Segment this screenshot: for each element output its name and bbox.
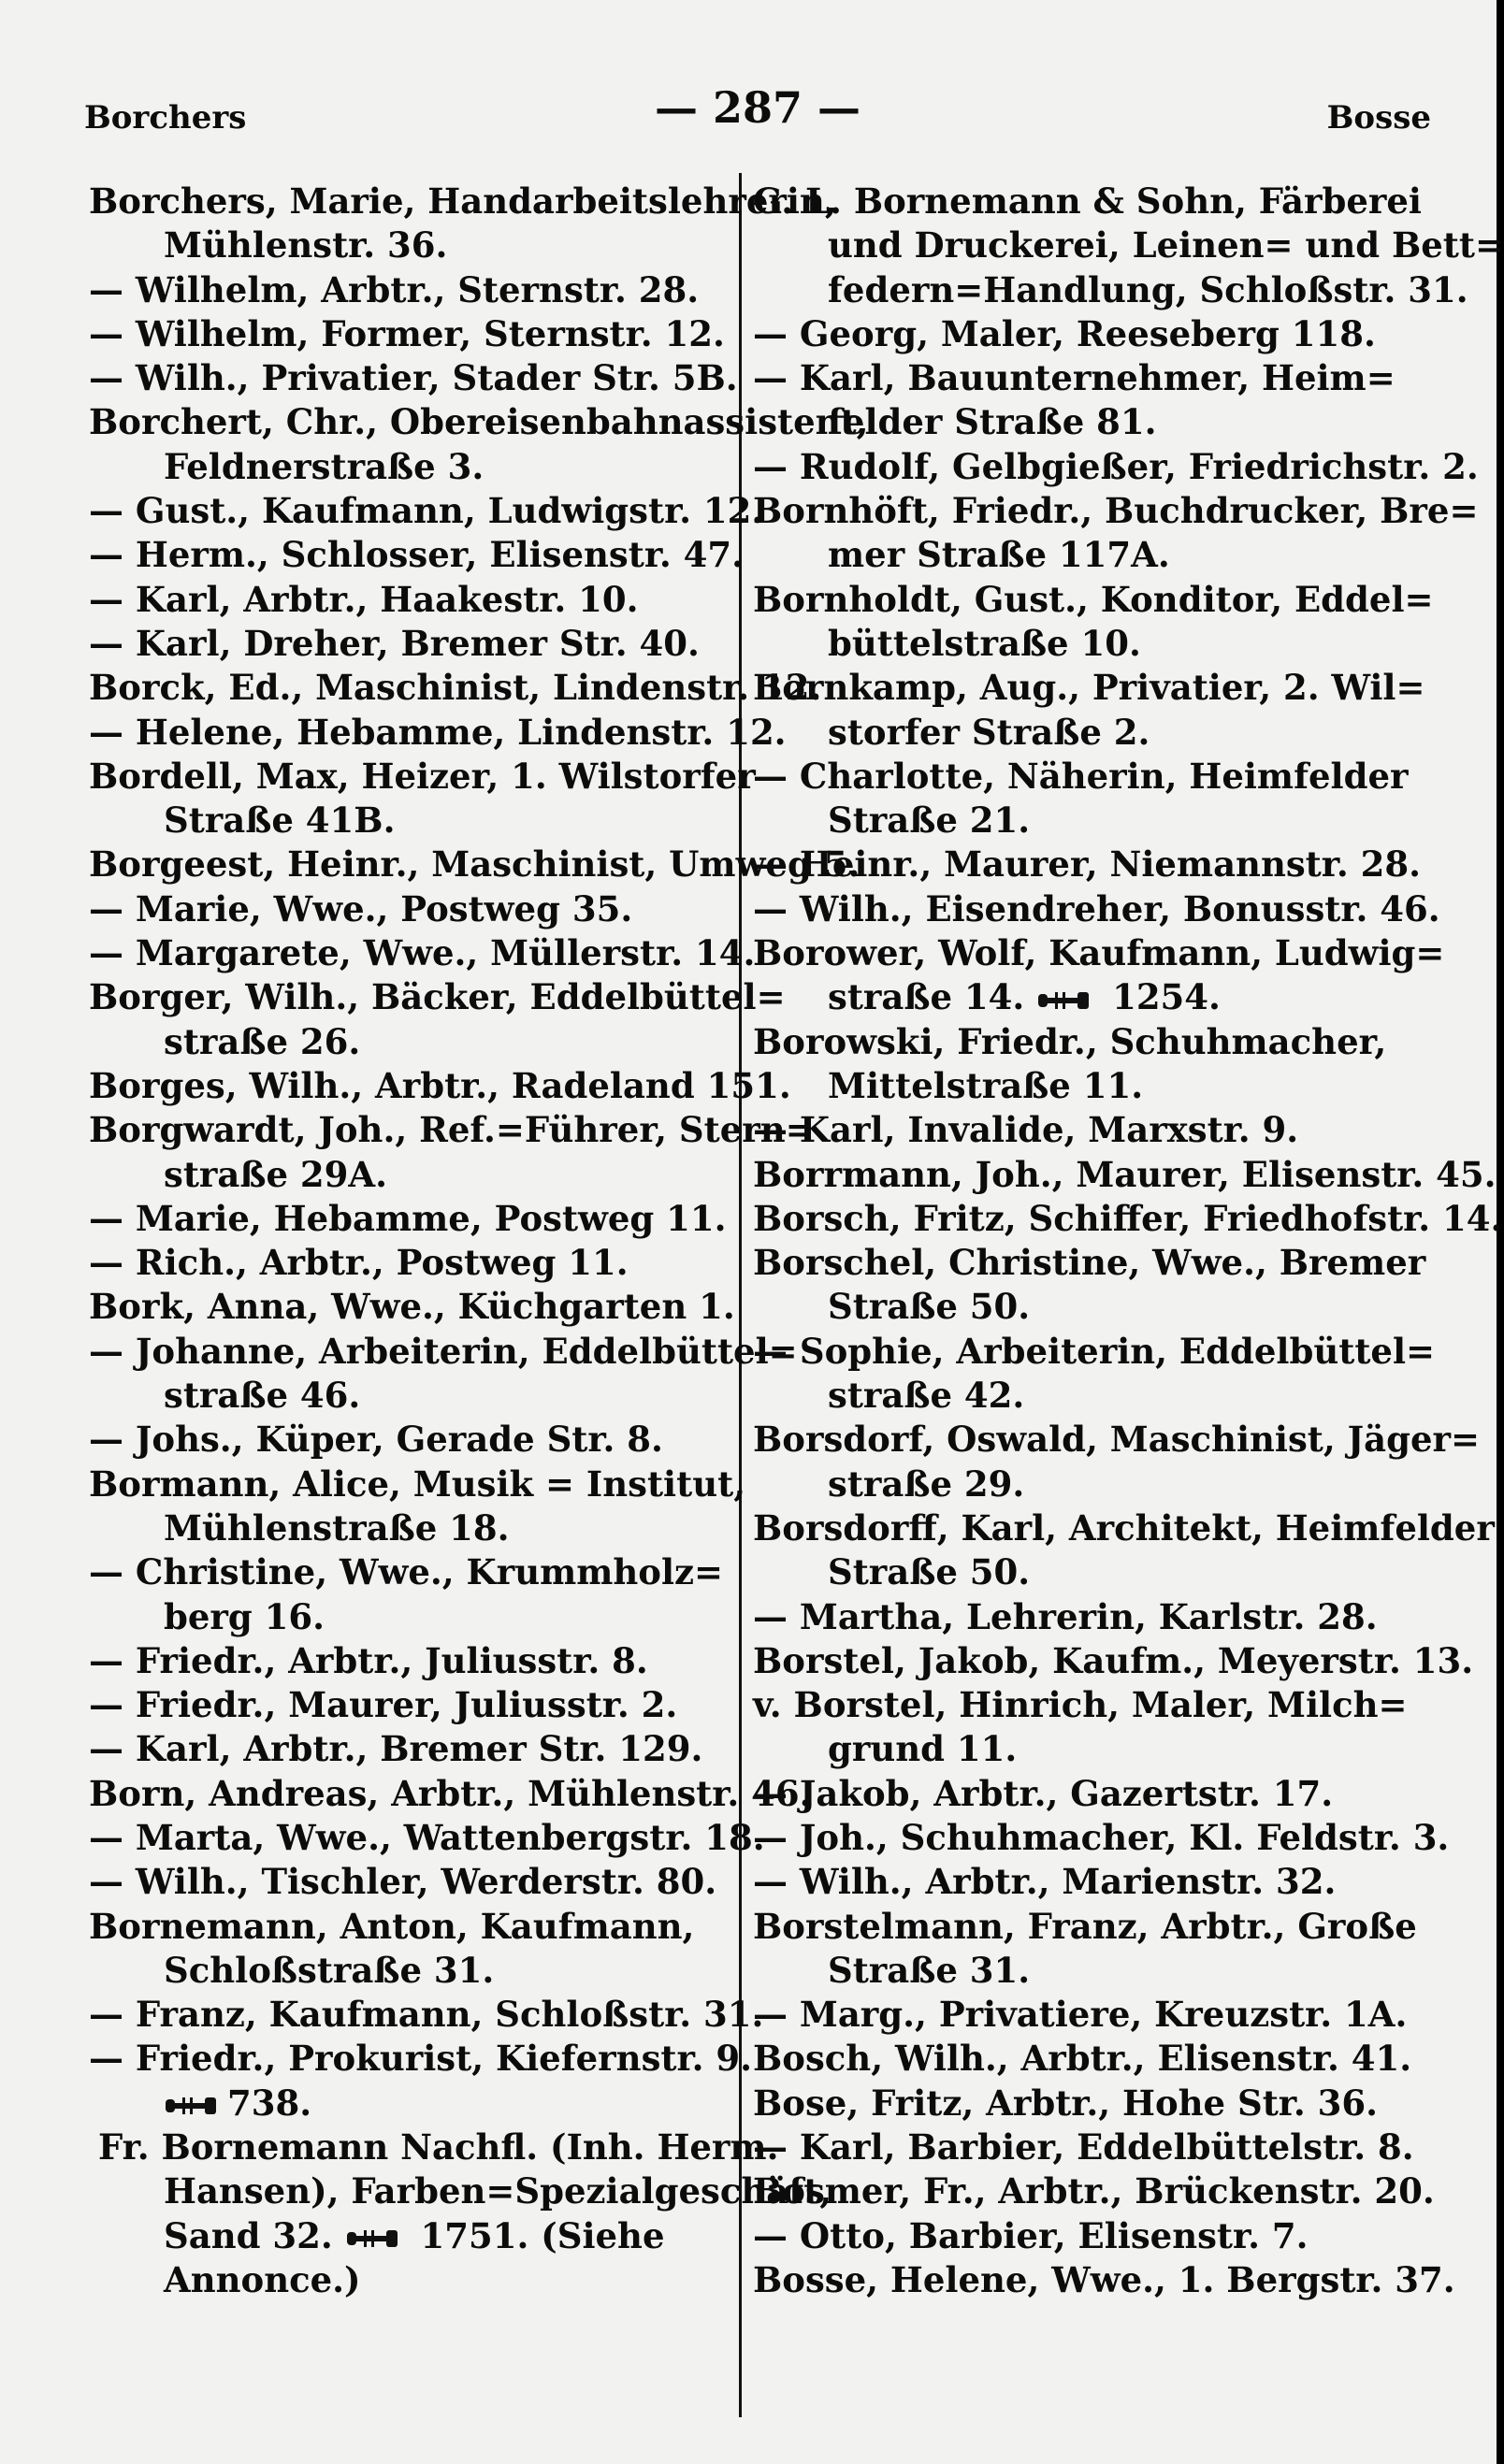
directory-entry-line: Straße 50. — [828, 1286, 1031, 1328]
directory-entry-line: — Christine, Wwe., Krummholz= — [89, 1551, 724, 1593]
directory-entry-line: Bornhöft, Friedr., Buchdrucker, Bre= — [753, 490, 1479, 532]
directory-entry-line: — Jakob, Arbtr., Gazertstr. 17. — [753, 1772, 1334, 1814]
directory-entry-line: Borgwardt, Joh., Ref.=Führer, Stern= — [89, 1109, 815, 1151]
directory-entry-line: Borgeest, Heinr., Maschinist, Umweg 5. — [89, 843, 860, 886]
directory-entry-line: — Johs., Küper, Gerade Str. 8. — [89, 1419, 663, 1461]
directory-entry-line: Borstelmann, Franz, Arbtr., Große — [753, 1905, 1417, 1947]
directory-entry-line: Borchert, Chr., Obereisenbahnassistent, — [89, 401, 869, 443]
directory-entry-line: — Rudolf, Gelbgießer, Friedrichstr. 2. — [753, 445, 1479, 487]
directory-entry-line: Feldnerstraße 3. — [164, 445, 484, 487]
directory-entry-line: Borsch, Fritz, Schiffer, Friedhofstr. 14. — [753, 1197, 1503, 1239]
telephone-icon — [345, 2226, 399, 2251]
directory-entry-line: Bornholdt, Gust., Konditor, Eddel= — [753, 578, 1434, 620]
directory-entry-line: Borstel, Jakob, Kaufm., Meyerstr. 13. — [753, 1639, 1474, 1681]
directory-entry-line: — Joh., Schuhmacher, Kl. Feldstr. 3. — [753, 1816, 1450, 1858]
directory-entry-line: Annonce.) — [164, 2258, 361, 2300]
directory-entry-line: Fr. Bornemann Nachfl. (Inh. Herm. — [98, 2126, 779, 2169]
directory-entry-line: Born, Andreas, Arbtr., Mühlenstr. 46. — [89, 1772, 812, 1814]
directory-entry-line: straße 14. 1254. — [828, 976, 1221, 1018]
header-left-keyword: Borchers — [84, 99, 247, 137]
directory-entry-line: — Marg., Privatiere, Kreuzstr. 1A. — [753, 1994, 1408, 2036]
directory-entry-line: Straße 41B. — [164, 800, 396, 842]
directory-entry-line: Bornkamp, Aug., Privatier, 2. Wil= — [753, 667, 1425, 709]
directory-entry-line: Bork, Anna, Wwe., Küchgarten 1. — [89, 1286, 735, 1328]
directory-entry-line: straße 26. — [164, 1020, 361, 1062]
directory-entry-line: — Johanne, Arbeiterin, Eddelbüttel= — [89, 1330, 798, 1372]
directory-entry-line: Bose, Fritz, Arbtr., Hohe Str. 36. — [753, 2082, 1379, 2124]
page-header — [84, 82, 1431, 138]
directory-entry-line: Bosmer, Fr., Arbtr., Brückenstr. 20. — [753, 2170, 1435, 2212]
directory-entry-line: und Druckerei, Leinen= und Bett= — [828, 224, 1504, 267]
directory-entry-line: federn=Handlung, Schloßstr. 31. — [828, 268, 1468, 310]
directory-entry-line: straße 42. — [828, 1375, 1025, 1417]
directory-entry-line: Borck, Ed., Maschinist, Lindenstr. 12. — [89, 667, 822, 709]
directory-entry-line: — Martha, Lehrerin, Karlstr. 28. — [753, 1595, 1378, 1637]
directory-entry-line: — Friedr., Maurer, Juliusstr. 2. — [89, 1684, 678, 1726]
left-column — [89, 180, 869, 2302]
directory-entry-line: Mühlenstr. 36. — [164, 224, 448, 267]
directory-entry-line: — Gust., Kaufmann, Ludwigstr. 12. — [89, 490, 764, 532]
directory-entry-line: felder Straße 81. — [828, 401, 1157, 443]
directory-entry-line: — Karl, Barbier, Eddelbüttelstr. 8. — [753, 2126, 1414, 2169]
directory-entry-line: — Heinr., Maurer, Niemannstr. 28. — [753, 843, 1422, 886]
directory-entry-line: — Rich., Arbtr., Postweg 11. — [89, 1242, 629, 1284]
directory-entry-line: Straße 50. — [828, 1551, 1031, 1593]
directory-entry-line: — Karl, Dreher, Bremer Str. 40. — [89, 622, 700, 664]
directory-entry-line: — Margarete, Wwe., Müllerstr. 14. — [89, 932, 756, 974]
directory-entry-line: Straße 21. — [828, 800, 1031, 842]
directory-entry-line: Mühlenstraße 18. — [164, 1506, 510, 1549]
directory-entry-line: Bosch, Wilh., Arbtr., Elisenstr. 41. — [753, 2038, 1412, 2080]
page-number: — 287 — — [654, 82, 861, 133]
directory-entry-line: Bosse, Helene, Wwe., 1. Bergstr. 37. — [753, 2258, 1455, 2300]
directory-entry-line: Borger, Wilh., Bäcker, Eddelbüttel= — [89, 976, 786, 1018]
directory-entry-line: — Helene, Hebamme, Lindenstr. 12. — [89, 711, 787, 753]
directory-entry-line: berg 16. — [164, 1595, 325, 1637]
directory-entry-line: — Georg, Maler, Reeseberg 118. — [753, 312, 1376, 354]
directory-entry-line: — Wilhelm, Former, Sternstr. 12. — [89, 312, 725, 354]
directory-entry-line: straße 46. — [164, 1375, 361, 1417]
directory-entry-line: Hansen), Farben=Spezialgeschäft, — [164, 2170, 832, 2212]
directory-entry-line: — Karl, Bauunternehmer, Heim= — [753, 357, 1396, 399]
directory-entry-line: Borsdorff, Karl, Architekt, Heimfelder — [753, 1506, 1495, 1549]
directory-entry-line: — Wilh., Tischler, Werderstr. 80. — [89, 1861, 717, 1903]
directory-entry-line: — Wilh., Privatier, Stader Str. 5B. — [89, 357, 738, 399]
directory-entry-line: Bornemann, Anton, Kaufmann, — [89, 1905, 695, 1947]
directory-entry-line: Borrmann, Joh., Maurer, Elisenstr. 45. — [753, 1153, 1497, 1195]
directory-entry-line: grund 11. — [828, 1728, 1018, 1770]
directory-entry-line: — Otto, Barbier, Elisenstr. 7. — [753, 2214, 1309, 2256]
directory-entry-line: mer Straße 117A. — [828, 534, 1170, 576]
directory-entry-line: — Marta, Wwe., Wattenbergstr. 18. — [89, 1816, 765, 1858]
directory-entry-line: Borchers, Marie, Handarbeitslehrerin, — [89, 180, 837, 222]
directory-entry-line: storfer Straße 2. — [828, 711, 1150, 753]
directory-entry-line: — Wilh., Eisendreher, Bonusstr. 46. — [753, 887, 1440, 929]
directory-entry-line: straße 29A. — [164, 1153, 388, 1195]
directory-entry-line: Straße 31. — [828, 1949, 1031, 1991]
directory-entry-line: Borges, Wilh., Arbtr., Radeland 151. — [89, 1064, 791, 1106]
directory-entry-line: v. Borstel, Hinrich, Maler, Milch= — [753, 1684, 1408, 1726]
directory-entry-line: büttelstraße 10. — [828, 622, 1141, 664]
directory-entry-line: — Wilhelm, Arbtr., Sternstr. 28. — [89, 268, 700, 310]
directory-entry-line: — Karl, Arbtr., Haakestr. 10. — [89, 578, 639, 620]
directory-entry-line: Bordell, Max, Heizer, 1. Wilstorfer — [89, 755, 756, 797]
directory-entry-line: — Charlotte, Näherin, Heimfelder — [753, 755, 1409, 797]
directory-entry-line: — Karl, Invalide, Marxstr. 9. — [753, 1109, 1299, 1151]
directory-entry-line: Bormann, Alice, Musik = Institut, — [89, 1463, 746, 1505]
directory-entry-line: Mittelstraße 11. — [828, 1064, 1144, 1106]
directory-entry-line: Borschel, Christine, Wwe., Bremer — [753, 1242, 1426, 1284]
directory-entry-line: — Friedr., Arbtr., Juliusstr. 8. — [89, 1639, 648, 1681]
directory-entry-line: — Karl, Arbtr., Bremer Str. 129. — [89, 1728, 703, 1770]
directory-entry-line: — Friedr., Prokurist, Kiefernstr. 9. — [89, 2038, 752, 2080]
directory-entry-line: straße 29. — [828, 1463, 1025, 1505]
header-right-keyword: Bosse — [1326, 99, 1431, 137]
directory-entry-line: Borsdorf, Oswald, Maschinist, Jäger= — [753, 1419, 1481, 1461]
directory-entry-line: Schloßstraße 31. — [164, 1949, 495, 1991]
directory-entry-line: G. L. Bornemann & Sohn, Färberei — [753, 180, 1422, 222]
directory-entry-line: — Wilh., Arbtr., Marienstr. 32. — [753, 1861, 1337, 1903]
directory-entry-line: Sand 32. 1751. (Siehe — [164, 2214, 665, 2256]
directory-entry-line: — Sophie, Arbeiterin, Eddelbüttel= — [753, 1330, 1436, 1372]
directory-entry-line: 738. — [89, 2082, 744, 2125]
right-column — [753, 180, 1504, 2302]
directory-entry-line: Borowski, Friedr., Schuhmacher, — [753, 1020, 1387, 1062]
directory-entry-line: — Herm., Schlosser, Elisenstr. 47. — [89, 534, 745, 576]
directory-entry-line: — Franz, Kaufmann, Schloßstr. 31. — [89, 1994, 764, 2036]
directory-entry-line: — Marie, Wwe., Postweg 35. — [89, 887, 633, 929]
directory-entry-line: Borower, Wolf, Kaufmann, Ludwig= — [753, 932, 1445, 974]
telephone-icon — [1036, 988, 1091, 1013]
directory-entry-line: — Marie, Hebamme, Postweg 11. — [89, 1197, 727, 1239]
telephone-icon — [164, 2094, 218, 2118]
